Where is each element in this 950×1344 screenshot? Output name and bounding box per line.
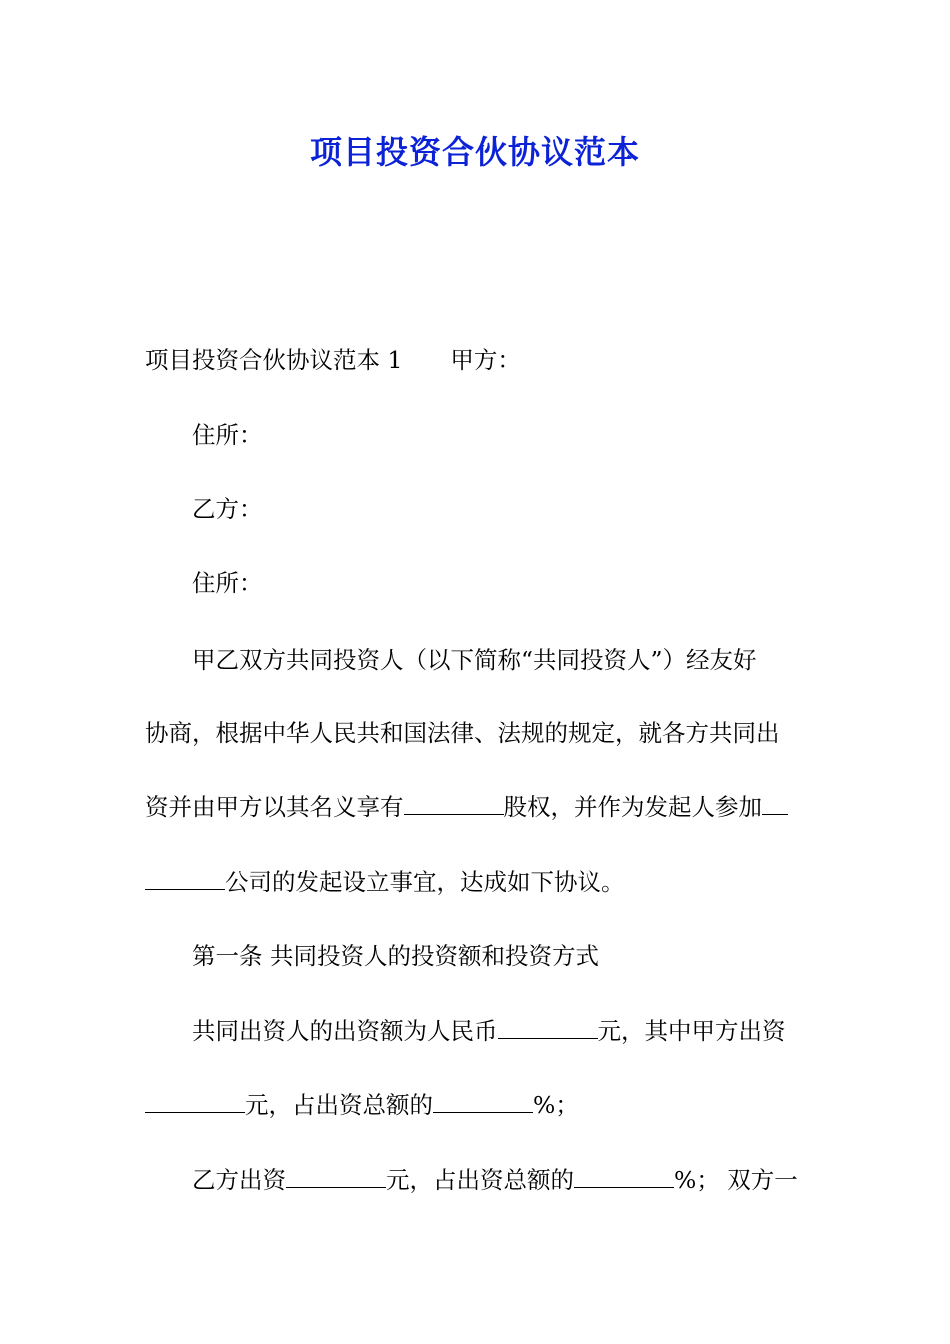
article-heading: 第一条 共同投资人的投资额和投资方式 bbox=[192, 942, 599, 970]
fill-in-blank bbox=[145, 867, 225, 890]
fill-in-blank bbox=[145, 1090, 245, 1113]
paragraph-line bbox=[192, 1013, 786, 1049]
text-segment: 共同出资人的出资额为人民币 bbox=[192, 1017, 498, 1045]
paragraph-line bbox=[145, 1087, 579, 1123]
fill-in-blank bbox=[433, 1090, 533, 1113]
intro-line bbox=[145, 342, 521, 378]
paragraph-line: 甲乙双方共同投资人（以下简称“共同投资人”）经友好 bbox=[192, 646, 757, 674]
paragraph-line bbox=[192, 1162, 798, 1198]
text-segment: 元，占出资总额的 bbox=[386, 1166, 574, 1194]
fill-in-blank bbox=[762, 792, 788, 815]
text-segment: %； bbox=[533, 1091, 579, 1119]
text-segment: 元，占出资总额的 bbox=[245, 1091, 433, 1119]
agreement-subtitle: 项目投资合伙协议范本 1 bbox=[145, 346, 403, 374]
text-segment: 资并由甲方以其名义享有 bbox=[145, 793, 404, 821]
fill-in-blank bbox=[404, 792, 504, 815]
fill-in-blank bbox=[286, 1165, 386, 1188]
party-a-label: 甲方： bbox=[450, 346, 521, 374]
paragraph-line: 协商，根据中华人民共和国法律、法规的规定，就各方共同出 bbox=[145, 719, 780, 747]
text-segment: 乙方出资 bbox=[192, 1166, 286, 1194]
paragraph-line bbox=[145, 864, 625, 900]
fill-in-blank bbox=[498, 1016, 598, 1039]
party-b-label: 乙方： bbox=[192, 495, 263, 523]
text-segment: 公司的发起设立事宜，达成如下协议。 bbox=[225, 868, 625, 896]
text-segment: %； 双方一 bbox=[674, 1166, 798, 1194]
party-a-address-label: 住所： bbox=[192, 421, 263, 449]
party-b-address-label: 住所： bbox=[192, 569, 263, 597]
document-title: 项目投资合伙协议范本 bbox=[309, 133, 640, 171]
text-segment: 股权，并作为发起人参加 bbox=[503, 793, 762, 821]
fill-in-blank bbox=[574, 1165, 674, 1188]
text-segment: 元，其中甲方出资 bbox=[597, 1017, 786, 1045]
paragraph-line bbox=[145, 789, 788, 825]
